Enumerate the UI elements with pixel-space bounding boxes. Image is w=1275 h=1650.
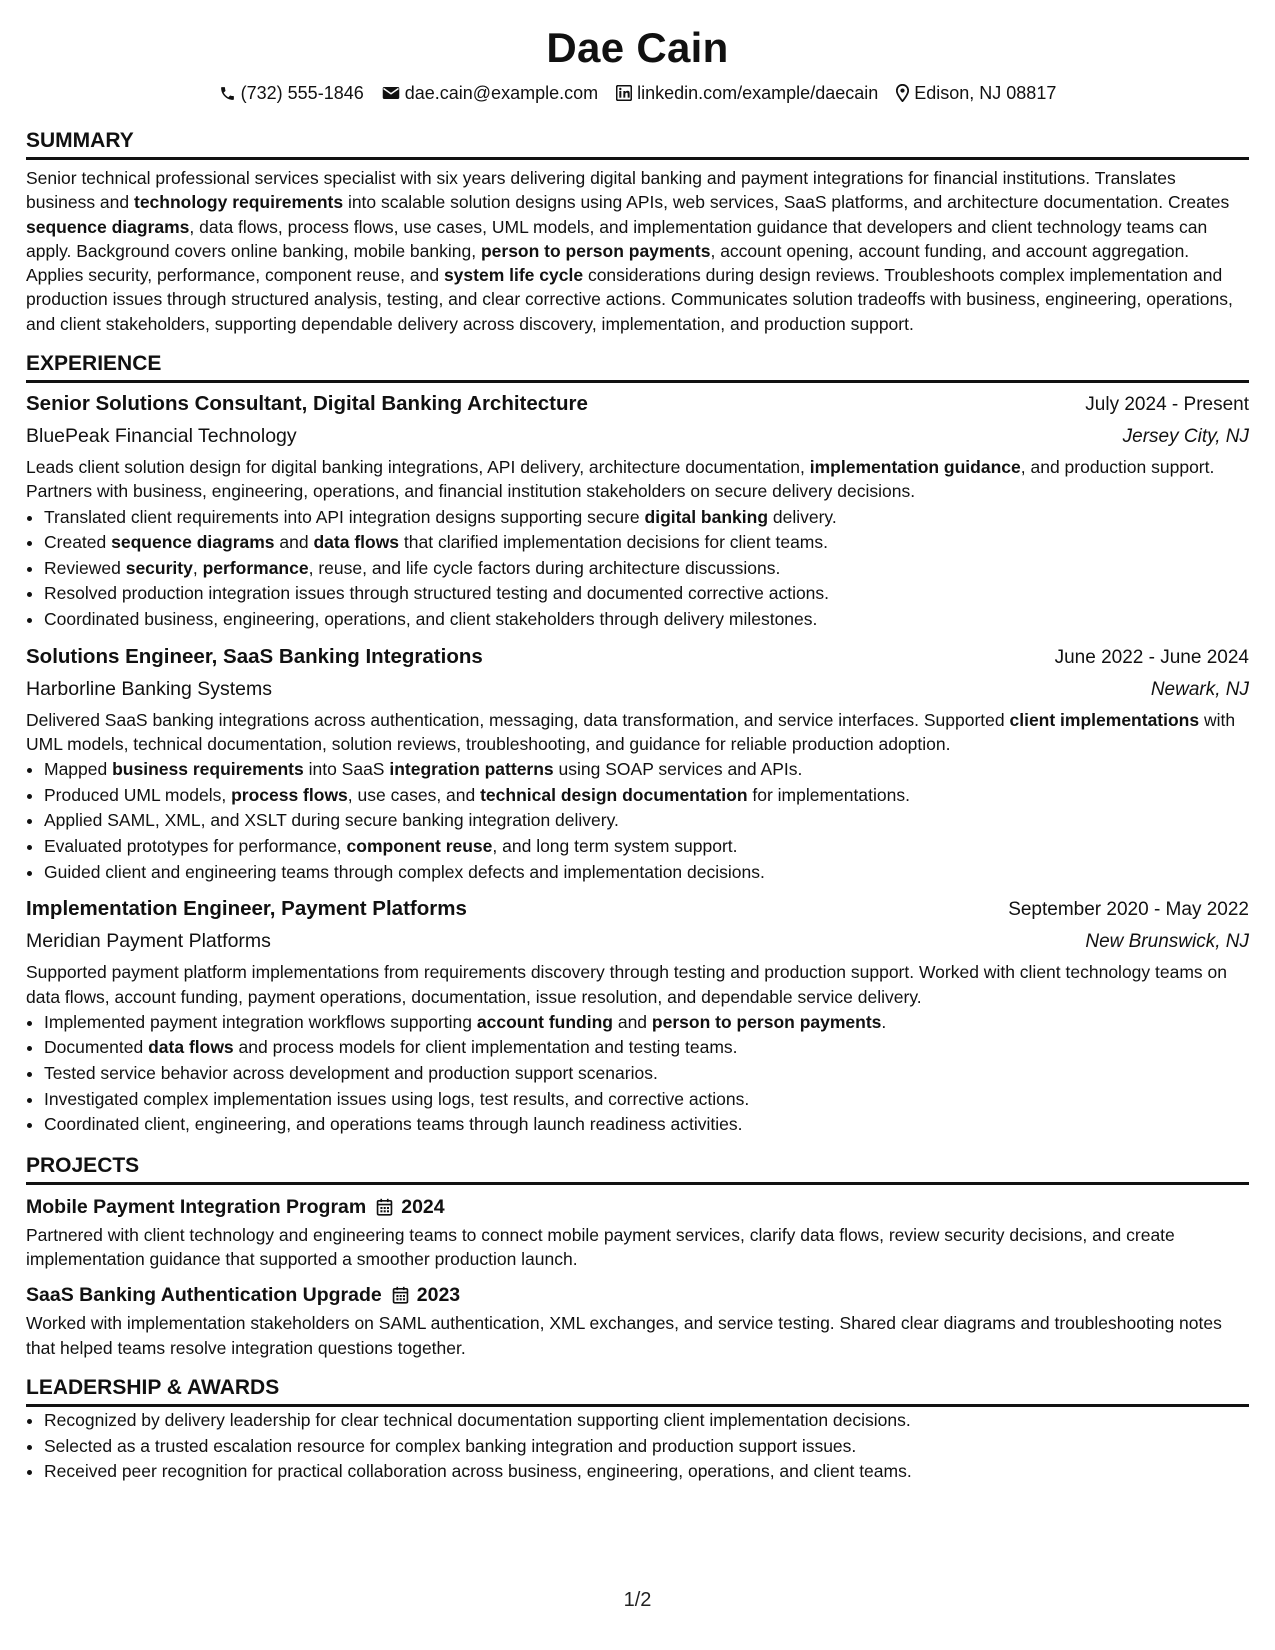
job-company: BluePeak Financial Technology (26, 425, 297, 448)
bold-keyword: sequence diagrams (111, 532, 275, 553)
text-segment: . (881, 1011, 887, 1032)
text-segment: Coordinated business, engineering, operations, and client stakeholders through delivery milestones. (44, 609, 818, 630)
job-location: New Brunswick, NJ (1085, 931, 1249, 953)
bold-keyword: integration patterns (389, 759, 554, 780)
job-company: Meridian Payment Platforms (26, 930, 271, 953)
text-segment: Translated client requirements into API integration designs supporting secure (44, 506, 645, 527)
location-text: Edison, NJ 08817 (914, 83, 1057, 103)
bullet-item (44, 1112, 1249, 1138)
job-entry (26, 642, 1249, 886)
text-segment: Implemented payment integration workflows supporting (44, 1011, 477, 1032)
job-dates: July 2024 - Present (1085, 394, 1249, 416)
text-segment: for implementations. (747, 784, 910, 805)
text-segment: using SOAP services and APIs. (553, 759, 803, 780)
job-bullets (26, 505, 1249, 633)
bullet-item (44, 757, 1249, 783)
text-segment: Delivered SaaS banking integrations across authentication, messaging, data transformation, and service interfaces. Supported (26, 709, 1010, 730)
text-segment: , use cases, and (347, 784, 481, 805)
summary-heading: SUMMARY (26, 127, 1249, 160)
text-segment: Produced UML models, (44, 784, 232, 805)
linkedin-icon (616, 85, 632, 101)
job-description (26, 455, 1249, 504)
contact-row (26, 80, 1249, 106)
summary-section (26, 127, 1249, 336)
bold-keyword: implementation guidance (809, 457, 1021, 478)
bold-keyword: digital banking (644, 506, 769, 527)
text-segment: Tested service behavior across development and production support scenarios. (44, 1062, 658, 1083)
bold-keyword: technology requirements (134, 192, 344, 213)
text-segment: considerations during design reviews. Troubleshoots complex implementation and production issues through structured analysis, testing, and clear corrective actions. Communicates solution tradeoffs with business, engineering, operations, and client stakeholders, supporting dependable delivery across discovery, implementation, and production support. (26, 265, 1233, 334)
bullet-item (44, 808, 1249, 834)
bullet-item (44, 1035, 1249, 1061)
text-segment: Created (44, 532, 112, 553)
bullet-item (44, 581, 1249, 607)
map-pin-icon (896, 84, 909, 102)
text-segment: Leads client solution design for digital banking integrations, API delivery, architecture documentation, (26, 457, 810, 478)
phone-icon (219, 85, 236, 102)
bullet-item (44, 1087, 1249, 1113)
phone-text: (732) 555-1846 (240, 83, 364, 103)
envelope-icon (382, 85, 400, 101)
bullet-item (44, 607, 1249, 633)
text-segment: Investigated complex implementation issues using logs, test results, and corrective actions. (44, 1088, 750, 1109)
contact-phone (219, 80, 364, 106)
bold-keyword: account funding (476, 1011, 613, 1032)
candidate-name: Dae Cain (546, 24, 729, 71)
text-segment: Documented (44, 1037, 149, 1058)
job-dates: June 2022 - June 2024 (1054, 646, 1249, 668)
bullet-item (44, 505, 1249, 531)
job-bullets (26, 1010, 1249, 1138)
text-segment: , and production support. Partners with business, engineering, operations, and financial institution stakeholders on secure delivery decisions. (26, 457, 1215, 502)
bold-keyword: technical design documentation (480, 784, 748, 805)
calendar-icon (392, 1286, 409, 1304)
job-company: Harborline Banking Systems (26, 677, 273, 700)
job-title: Senior Solutions Consultant, Digital Banking Architecture (26, 392, 588, 416)
text-segment: Resolved production integration issues through structured testing and documented corrective actions. (44, 583, 830, 604)
text-segment: into scalable solution designs using APIs, web services, SaaS platforms, and architecture documentation. Creates (343, 192, 1230, 213)
projects-heading: PROJECTS (26, 1152, 1249, 1185)
job-description (26, 960, 1249, 1009)
project-entry (26, 1193, 1249, 1272)
bullet-item (44, 556, 1249, 582)
project-year: 2024 (401, 1195, 445, 1218)
bold-keyword: performance (202, 557, 309, 578)
bold-keyword: person to person payments (651, 1011, 882, 1032)
text-segment: that clarified implementation decisions for client teams. (399, 532, 828, 553)
list-item: • Received peer recognition for practical collaboration across business, engineering, operations, and client teams. (44, 1459, 1249, 1485)
job-description (26, 708, 1249, 757)
text-segment: Supported payment platform implementations from requirements discovery through testing and production support. Worked with client technology teams on data flows, account funding, payment operations, documentation, issue resolution, and dependable service delivery. (26, 962, 1227, 1007)
job-title: Solutions Engineer, SaaS Banking Integrations (26, 644, 483, 668)
bold-keyword: person to person payments (480, 240, 711, 261)
leadership-heading: LEADERSHIP & AWARDS (26, 1374, 1249, 1407)
bullet-item (44, 834, 1249, 860)
projects-section (26, 1152, 1249, 1360)
bullet-item (44, 860, 1249, 886)
bold-keyword: sequence diagrams (26, 216, 190, 237)
text-segment: Applied SAML, XML, and XSLT during secure banking integration delivery. (44, 810, 619, 831)
email-text: dae.cain@example.com (404, 83, 599, 103)
text-segment: Guided client and engineering teams through complex defects and implementation decisions. (44, 861, 765, 882)
text-segment: Mapped (44, 759, 113, 780)
project-description: Partnered with client technology and engineering teams to connect mobile payment services, clarify data flows, review security decisions, and create implementation guidance that supported a smoother production launch. (26, 1224, 1175, 1270)
bold-keyword: security (125, 557, 193, 578)
text-segment: , data flows, process flows, use cases, UML models, and implementation guidance that developers and client technology teams can apply. Background covers online banking, mobile banking, (26, 216, 1208, 261)
text-segment: , and long term system support. (492, 836, 738, 857)
bold-keyword: client implementations (1009, 709, 1200, 730)
job-bullets (26, 757, 1249, 885)
text-segment: delivery. (768, 506, 837, 527)
bullet-item (44, 783, 1249, 809)
contact-email[interactable] (382, 80, 598, 106)
resume-page (26, 0, 1249, 1485)
summary-text (26, 166, 1249, 336)
job-title: Implementation Engineer, Payment Platforms (26, 897, 467, 921)
bold-keyword: data flows (313, 532, 400, 553)
job-location: Jersey City, NJ (1122, 426, 1249, 448)
text-segment: , (192, 557, 203, 578)
bullet-item (44, 1061, 1249, 1087)
text-segment: , reuse, and life cycle factors during architecture discussions. (308, 557, 781, 578)
text-segment: and process models for client implementation and testing teams. (233, 1037, 738, 1058)
experience-section (26, 350, 1249, 1138)
text-segment: with UML models, technical documentation, solution reviews, troubleshooting, and guidance for reliable production adoption. (26, 709, 1236, 754)
project-name: SaaS Banking Authentication Upgrade (26, 1284, 382, 1307)
job-dates: September 2020 - May 2022 (1008, 899, 1249, 921)
list-item: • Selected as a trusted escalation resource for complex banking integration and production support issues. (44, 1434, 1249, 1460)
contact-linkedin[interactable] (616, 80, 878, 106)
bullet-item (44, 530, 1249, 556)
bold-keyword: business requirements (112, 759, 304, 780)
list-item: • Recognized by delivery leadership for clear technical documentation supporting client implementation decisions. (44, 1408, 1249, 1434)
bold-keyword: data flows (148, 1037, 234, 1058)
bold-keyword: system life cycle (443, 265, 584, 286)
bullet-item (44, 1010, 1249, 1036)
text-segment: Evaluated prototypes for performance, (44, 836, 347, 857)
page-number: 1/2 (623, 1589, 652, 1611)
experience-heading: EXPERIENCE (26, 350, 1249, 383)
bold-keyword: process flows (231, 784, 348, 805)
job-location: Newark, NJ (1150, 678, 1249, 700)
text-segment: into SaaS (303, 759, 390, 780)
leadership-list (26, 1408, 1249, 1485)
linkedin-text: linkedin.com/example/daecain (637, 83, 879, 103)
bold-keyword: component reuse (346, 836, 493, 857)
project-name: Mobile Payment Integration Program (26, 1195, 367, 1218)
text-segment: and (274, 532, 314, 553)
job-entry (26, 894, 1249, 1138)
text-segment: and (612, 1011, 652, 1032)
job-entry (26, 389, 1249, 633)
text-segment: Reviewed (44, 557, 126, 578)
project-entry (26, 1281, 1249, 1360)
calendar-icon (376, 1198, 393, 1216)
contact-location (896, 80, 1056, 106)
text-segment: Senior technical professional services specialist with six years delivering digital banking and payment integrations for financial institutions. Translates business and (26, 168, 1176, 213)
project-year: 2023 (416, 1284, 461, 1307)
project-description: Worked with implementation stakeholders on SAML authentication, XML exchanges, and service testing. Shared clear diagrams and troubleshooting notes that helped teams resolve integration questions together. (26, 1313, 1222, 1358)
text-segment: , account opening, account funding, and account aggregation. Applies security, performance, component reuse, and (26, 240, 1190, 286)
text-segment: Coordinated client, engineering, and operations teams through launch readiness activities. (44, 1114, 743, 1135)
leadership-section (26, 1374, 1249, 1485)
